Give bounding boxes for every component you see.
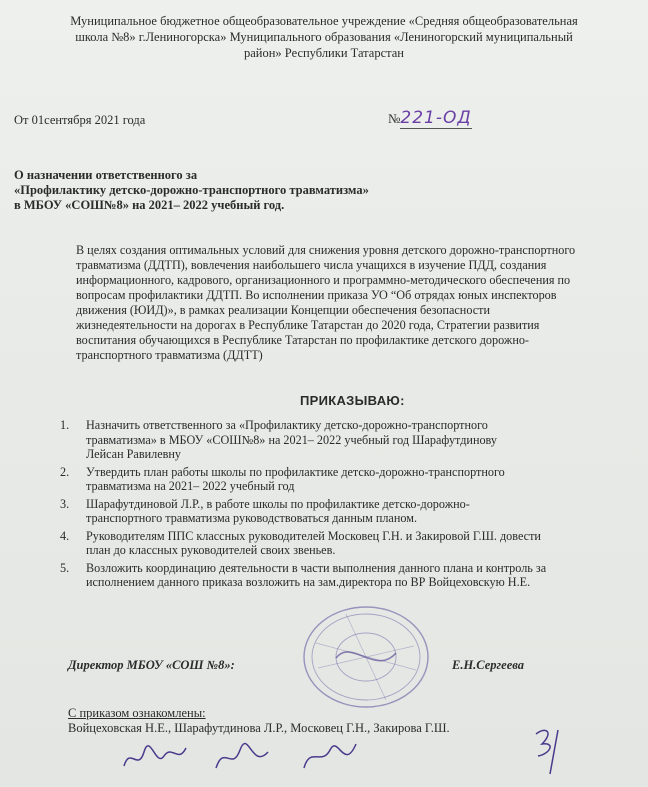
item-line: Назначить ответственного за «Профилактику детско-дорожно-транспортного [86,418,488,432]
item-line: план до классных руководителей своих звеньев. [86,543,336,557]
preamble-line: информационного, кадрового, организационного и программно-методического обеспечения по [76,273,571,287]
item-line: травматизма на 2021– 2022 учебный год [86,479,295,493]
header-line: школа №8» г.Лениногорска» Муниципального образования «Лениногорский муниципальный [75,30,573,44]
acknowledgement-names: Войцеховская Н.Е., Шарафутдинова Л.Р., Московец Г.Н., Закирова Г.Ш. [68,721,450,735]
item-number: 5. [60,560,70,575]
signature-icon [300,736,360,778]
preamble-line: воспитания обучающихся в Республике Татарстан по профилактике детского дорожно- [76,333,529,347]
list-item [58,497,618,526]
subject-line: в МБОУ «СОШ№8» на 2021– 2022 учебный год. [14,198,285,212]
item-line: транспортного травматизма руководствоваться данным планом. [86,511,417,525]
order-subject [14,168,474,213]
order-number-prefix: № [388,111,401,126]
subject-line: О назначении ответственного за [14,168,198,182]
preamble-line: В целях создания оптимальных условий для снижения уровня детского дорожно-транспортного [76,243,576,257]
preamble-line: жизнедеятельности на дорогах в Республике Татарстан до 2020 года, Стратегии развития [76,318,540,332]
list-item [58,418,618,462]
header-line: район» Республики Татарстан [244,46,404,60]
item-number: 3. [60,496,70,511]
order-number-handwritten: 221-ОД [400,108,472,128]
preamble-line: транспортного травматизма (ДДТТ) [76,348,263,362]
item-line: Шарафутдиновой Л.Р., в работе школы по профилактике детско-дорожно- [86,496,470,511]
item-line: исполнением данного приказа возложить на зам.директора по ВР Войцеховскую Н.Е. [86,575,531,589]
signature-icon [120,738,190,778]
item-line: Утвердить план работы школы по профилактике детско-дорожно-транспортного [86,464,505,479]
official-stamp-icon [296,598,436,716]
signature-icon [528,720,574,778]
preamble-line: травматизма (ДДТП), вовлечения наибольшего числа учащихся в изучение ПДД, создания [76,258,547,272]
acknowledgement-title: С приказом ознакомлены: [68,706,206,720]
item-line: травматизма» в МБОУ «СОШ№8» на 2021– 2022 учебный год Шарафутдинову [86,432,497,447]
subject-line: «Профилактику детско-дорожно-транспортного травматизма» [14,183,369,197]
order-date: От 01сентября 2021 года [14,113,146,127]
institution-header [22,13,626,61]
order-heading: ПРИКАЗЫВАЮ: [300,393,405,408]
director-name: Е.Н.Сергеева [452,658,524,672]
item-number: 4. [60,528,70,543]
preamble-line: вопросам профилактики ДДТП. Во исполнении приказа УО “Об отрядах юных инспекторов [76,288,557,302]
item-number: 1. [60,418,70,432]
header-line: Муниципальное бюджетное общеобразовательное учреждение «Средняя общеобразовательная [70,14,578,28]
item-number: 2. [60,464,70,479]
item-line: Руководителям ППС классных руководителей Московец Г.Н. и Закировой Г.Ш. довести [86,528,541,543]
item-line: Возложить координацию деятельности в части выполнения данного плана и контроль за [86,560,547,575]
director-label: Директор МБОУ «СОШ №8»: [68,658,235,672]
order-items-list [58,418,618,593]
list-item [58,561,618,590]
preamble-line: движения (ЮИД)», в рамках реализации Концепции обеспечения безопасности [76,303,490,317]
list-item [58,529,618,558]
list-item [58,465,618,494]
signature-icon [212,738,272,778]
item-line: Лейсан Равилевну [86,447,181,461]
order-number [388,108,472,128]
preamble-paragraph [76,243,616,363]
